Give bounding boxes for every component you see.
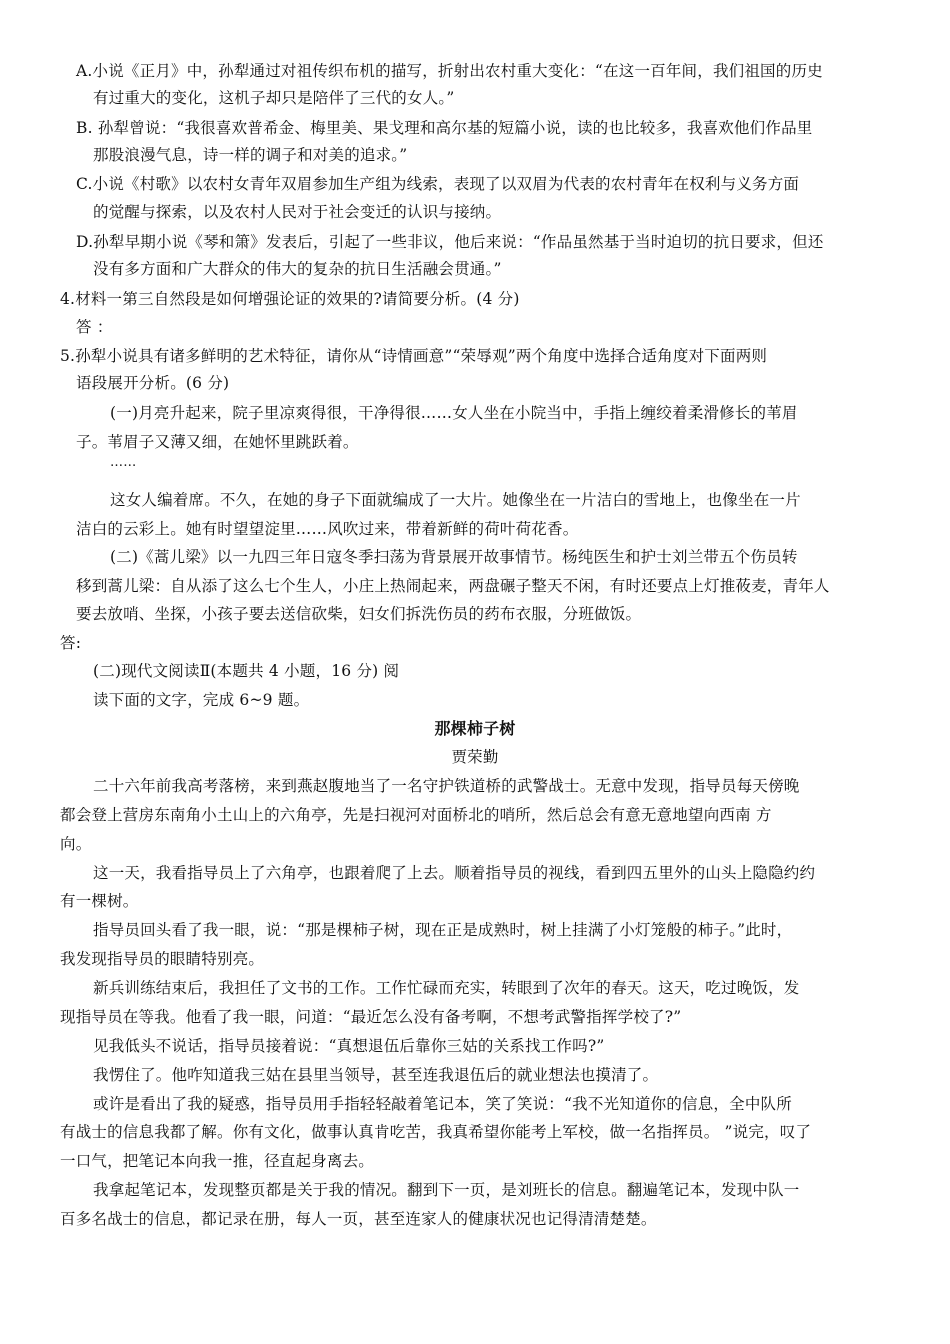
option-b-line2: 那股浪漫气息，诗一样的调子和对美的追求。” — [93, 146, 408, 164]
article-line: 见我低头不说话，指导员接着说：“真想退伍后靠你三姑的关系找工作吗?” — [93, 1037, 605, 1055]
article-author: 贾荣勤 — [451, 748, 499, 766]
article-line: 现指导员在等我。他看了我一眼，问道：“最近怎么没有备考啊，不想考武警指挥学校了?” — [60, 1008, 682, 1026]
question-4-answer-label: 答 ： — [76, 318, 113, 336]
option-a-line2: 有过重大的变化，这机子却只是陪伴了三代的女人。” — [93, 89, 455, 107]
question-5-answer-label: 答: — [60, 634, 82, 652]
question-5-line1: 5.孙犁小说具有诸多鲜明的艺术特征，请你从“诗情画意”“荣辱观”两个角度中选择合适角度对下面两则 — [60, 347, 768, 365]
passage-1-line1: (一)月亮升起来，院子里凉爽得很，干净得很……女人坐在小院当中，手指上缠绞着柔滑修长的苇眉 — [110, 404, 798, 422]
option-d-line2: 没有多方面和广大群众的伟大的复杂的抗日生活融会贯通。” — [93, 260, 502, 278]
article-line: 有战士的信息我都了解。你有文化，做事认真肯吃苦，我真希望你能考上军校，做一名指挥员。 ”说完，叹了 — [60, 1123, 812, 1141]
article-line: 向。 — [60, 835, 92, 853]
article-line: 指导员回头看了我一眼，说：“那是棵柿子树，现在正是成熟时，树上挂满了小灯笼般的柿子。”此时， — [93, 921, 793, 939]
option-a-line1: A.小说《正月》中，孙犁通过对祖传织布机的描写，折射出农村重大变化：“在这一百年间，我们祖国的历史 — [76, 62, 823, 80]
option-b-line1: B. 孙犁曾说：“我很喜欢普希金、梅里美、果戈理和高尔基的短篇小说，读的也比较多，我喜欢他们作品里 — [76, 119, 813, 137]
question-4: 4.材料一第三自然段是如何增强论证的效果的?请简要分析。(4 分) — [60, 290, 520, 308]
article-line: 有一棵树。 — [60, 892, 139, 910]
passage-1-ellipsis: …… — [110, 455, 137, 470]
article-line: 二十六年前我高考落榜，来到燕赵腹地当了一名守护铁道桥的武警战士。无意中发现，指导员每天傍晚 — [93, 777, 800, 795]
article-line: 这一天，我看指导员上了六角亭，也跟着爬了上去。顺着指导员的视线，看到四五里外的山头上隐隐约约 — [93, 864, 816, 882]
option-c-line1: C.小说《村歌》以农村女青年双眉参加生产组为线索，表现了以双眉为代表的农村青年在权利与义务方面 — [76, 175, 800, 193]
article-line: 新兵训练结束后，我担任了文书的工作。工作忙碌而充实，转眼到了次年的春天。这天，吃过晚饭，发 — [93, 979, 800, 997]
passage-1-line4: 洁白的云彩上。她有时望望淀里……风吹过来，带着新鲜的荷叶荷花香。 — [76, 520, 579, 538]
section-2-heading: (二)现代文阅读Ⅱ(本题共 4 小题，16 分) 阅 — [93, 662, 400, 680]
article-title: 那棵柿子树 — [434, 719, 516, 738]
article-line: 百多名战士的信息，都记录在册，每人一页，甚至连家人的健康状况也记得清清楚楚。 — [60, 1210, 657, 1228]
passage-2-line3: 要去放哨、坐探，小孩子要去送信砍柴，妇女们拆洗伤员的药布衣服，分班做饭。 — [76, 605, 642, 623]
question-5-line2: 语段展开分析。(6 分) — [76, 374, 230, 392]
article-line: 我愣住了。他咋知道我三姑在县里当领导，甚至连我退伍后的就业想法也摸清了。 — [93, 1066, 659, 1084]
article-line: 或许是看出了我的疑惑，指导员用手指轻轻敲着笔记本，笑了笑说：“我不光知道你的信息，全中队所 — [93, 1095, 792, 1113]
passage-1-line2: 子。苇眉子又薄又细，在她怀里跳跃着。 — [76, 433, 359, 451]
option-d-line1: D.孙犁早期小说《琴和箫》发表后，引起了一些非议，他后来说：“作品虽然基于当时迫切的抗日要求，但还 — [76, 233, 824, 251]
article-line: 我拿起笔记本，发现整页都是关于我的情况。翻到下一页，是刘班长的信息。翻遍笔记本，发现中队一 — [93, 1181, 800, 1199]
passage-2-line2: 移到蒿儿梁：自从添了这么七个生人，小庄上热闹起来，两盘碾子整天不闲，有时还要点上灯推莜麦，青年人 — [76, 577, 830, 595]
option-c-line2: 的觉醒与探索，以及农村人民对于社会变迁的认识与接纳。 — [93, 203, 502, 221]
section-2-instruction: 读下面的文字，完成 6~9 题。 — [93, 691, 310, 709]
article-line: 我发现指导员的眼睛特别亮。 — [60, 950, 265, 968]
article-line: 都会登上营房东南角小土山上的六角亭，先是扫视河对面桥北的哨所，然后总会有意无意地望向西南 方 — [60, 806, 772, 824]
passage-2-line1: (二)《蒿儿梁》以一九四三年日寇冬季扫荡为背景展开故事情节。杨纯医生和护士刘兰带五个伤员转 — [110, 548, 798, 566]
passage-1-line3: 这女人编着席。不久，在她的身子下面就编成了一大片。她像坐在一片洁白的雪地上，也像坐在一片 — [110, 491, 801, 509]
article-line: 一口气，把笔记本向我一推，径直起身离去。 — [60, 1152, 375, 1170]
